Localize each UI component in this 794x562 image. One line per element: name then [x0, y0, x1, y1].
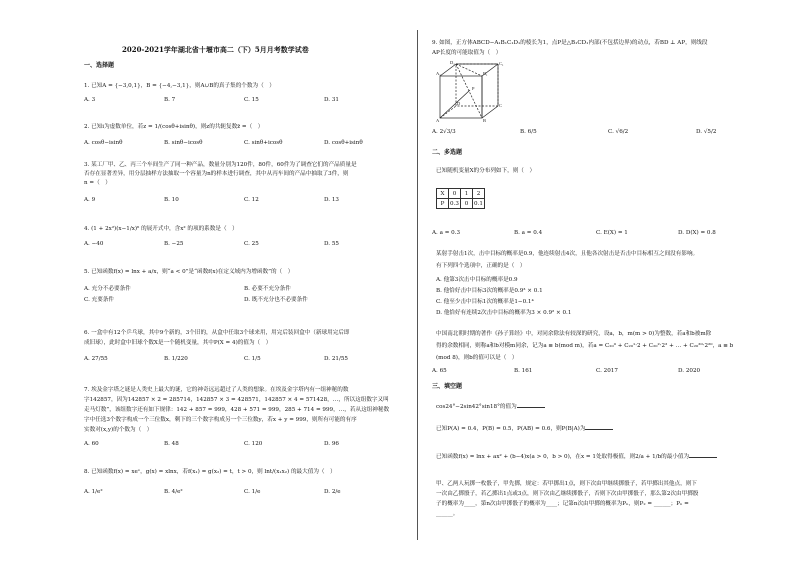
q6-option-b: B. 1/220 — [164, 356, 188, 362]
q5-option-b: B. 必要不充分条件 — [244, 286, 291, 292]
q4-option-c: C. 25 — [244, 241, 259, 247]
question-2-stem: 2. 已知i为虚数单位，若z = 1/(cosθ+isinθ)，则z的共轭复数z̄ =（ ） — [84, 124, 264, 130]
table-cell: 0 — [461, 199, 473, 209]
question-16-line-2: 一次由乙掷骰子，若乙掷出1点或3点，则下次由乙继续掷骰子，否则下次由甲掷骰子，那么第2次由甲掷骰 — [436, 491, 699, 497]
question-4-stem: 4. (1 + 2x²)(x−1/x)⁶ 的展开式中，含x² 的项的系数是（ ） — [84, 226, 238, 232]
q5-option-c: C. 充要条件 — [84, 297, 115, 303]
q7-option-b: B. 48 — [164, 441, 179, 447]
section-fill-in: 三、填空题 — [432, 383, 463, 390]
q7-option-a: A. 60 — [84, 441, 99, 447]
question-14-text: 已知P(A) = 0.4，P(B) = 0.5，P(AB) = 0.6，则P(B|A)为 — [436, 426, 586, 432]
cube-label-d1: D₁ — [450, 60, 455, 65]
q9-option-c: C. √6/2 — [608, 129, 629, 135]
question-7-line-1: 7. 埃及金字塔之谜是人类史上最大的谜，它的神奇远远超过了人类的想象。在埃及金字塔内有一组神秘的数 — [84, 387, 349, 393]
q9-option-b: B. 6/5 — [520, 129, 537, 135]
question-7-line-4: 字中任选3个数字构成一个三位数x，剩下的三个数字构成另一个三位数y，若x + y = 999，则所有可能的有序 — [84, 417, 357, 423]
q2-option-b: B. sinθ−icosθ — [164, 140, 203, 146]
question-3-line-1: 3. 某工厂甲、乙、丙三个车间生产了同一种产品，数量分别为120件，80件，60件为了调查它们的产品质量是 — [84, 162, 357, 168]
answer-blank[interactable] — [585, 424, 613, 430]
question-12-line-3: (mod 8)，则b的值可以是（ ） — [436, 355, 518, 361]
column-divider — [417, 30, 418, 540]
table-cell: 2 — [473, 189, 485, 199]
q2-option-d: D. cosθ+isinθ — [324, 140, 363, 146]
question-15-text: 已知函数f(x) = lnx + ax² + (b−4)x(a > 0，b > 0)，在x = 1处取得极值，则2/a + 1/b的最小值为 — [436, 454, 690, 460]
question-14-stem — [436, 424, 613, 433]
q10-option-c: C. E(X) = 1 — [596, 230, 628, 236]
question-13-text: cos24°−2sin42°sin18°的值为 — [436, 404, 517, 410]
table-row — [437, 189, 485, 199]
cube-label-d: D — [457, 101, 461, 106]
q12-option-a: A. 65 — [432, 368, 447, 374]
cube-label-c: C — [499, 103, 503, 108]
question-15-stem — [436, 452, 717, 461]
q6-option-a: A. 27/55 — [84, 356, 108, 362]
page-title: 2020-2021学年湖北省十堰市高二（下）5月月考数学试卷 — [122, 45, 309, 54]
question-10-intro: 已知随机变量X的分布列如下，则（ ） — [436, 168, 536, 174]
q1-option-a: A. 3 — [84, 97, 96, 103]
q9-option-a: A. 2√3/3 — [432, 129, 456, 135]
question-9-line-1: 9. 如图，正方体ABCD−A₁B₁C₁D₁的棱长为1，点P是△B₁CD₁内部(不包括边界)的动点，若BD ⊥ AP，则线段 — [432, 40, 708, 46]
question-12-line-2: 得的余数相同，则称a和b对模m同余，记为a ≡ b(mod m)，若a = C₂₀⁰ + C₂₀¹·2 + C₂₀²·2² + … + C₂₀²⁰·2²⁰，a ≡ b — [436, 343, 734, 349]
q10-option-b: B. a = 0.4 — [514, 230, 543, 236]
q3-option-c: C. 12 — [244, 197, 259, 203]
q11-option-c: C. 他至少击中目标1次的概率是1−0.1⁴ — [436, 299, 534, 305]
q8-option-d: D. 2/e — [324, 489, 341, 495]
question-16-line-4: ______。 — [436, 511, 459, 517]
q12-option-b: B. 161 — [514, 368, 533, 374]
q4-option-b: B. −25 — [164, 241, 184, 247]
cube-label-a: A — [436, 118, 440, 122]
q3-option-a: A. 9 — [84, 197, 96, 203]
q6-option-d: D. 21/55 — [324, 356, 348, 362]
question-16-line-3: 子的概率为____，第n次由甲掷骰子的概率为____；记第n次由甲掷的概率为Pₙ，则P₂ = ______；Pₙ = — [436, 501, 689, 507]
q2-option-a: A. cosθ−isinθ — [84, 140, 123, 146]
q8-option-b: B. 4/e² — [164, 489, 183, 495]
q3-option-d: D. 13 — [324, 197, 339, 203]
q10-option-d: D. D(X) = 0.8 — [678, 230, 716, 236]
question-6-line-1: 6. 一盒中有12个乒乓球，其中9个新的，3个旧的，从盒中任取3个球来用，用完后装回盒中（新球用完后即 — [84, 330, 350, 336]
table-cell: 0.3 — [450, 200, 459, 207]
q11-option-b: B. 他恰好击中目标3次的概率是0.9³ × 0.1 — [436, 288, 543, 294]
section-single-choice: 一、选择题 — [84, 62, 115, 69]
question-13-stem — [436, 402, 545, 411]
cube-figure — [436, 60, 508, 122]
table-cell: 0.1 — [474, 200, 483, 207]
q3-option-b: B. 10 — [164, 197, 179, 203]
q5-option-a: A. 充分不必要条件 — [84, 286, 131, 292]
question-11-line-1: 某射手射击1次，击中目标的概率是0.9，他连续射击4次，且他各次射击是否击中目标相互之间没有影响。 — [436, 251, 699, 257]
question-5-stem: 5. 已知函数f(x) = lnx + a/x，则“a < 0”是“函数f(x)在定义域内为增函数”的（ ） — [84, 269, 294, 275]
q8-option-c: C. 1/e — [244, 489, 261, 495]
q7-option-c: C. 120 — [244, 441, 263, 447]
q1-option-d: D. 31 — [324, 97, 339, 103]
question-7-line-3: 走马灯数”，该组数字还有如下规律：142 + 857 = 999，428 + 571 = 999，285 + 714 = 999，…，若从这组神秘数 — [84, 407, 390, 413]
question-3-line-2: 否存在显著差异，用分层抽样方法抽取一个容量为n的样本进行调查，其中从丙车间的产品中抽取了3件，则 — [84, 171, 349, 177]
q1-option-c: C. 15 — [244, 97, 259, 103]
question-6-line-2: 成旧球），此时盒中旧球个数X是一个随机变量，其中P(X = 4)的值为（ ） — [84, 340, 272, 346]
cube-label-c1: C₁ — [499, 61, 504, 66]
table-cell: 1 — [461, 189, 473, 199]
q6-option-c: C. 1/5 — [244, 356, 261, 362]
q9-option-d: D. √5/2 — [696, 129, 717, 135]
q4-option-a: A. −40 — [84, 241, 104, 247]
q11-option-d: D. 他恰好有连续2次击中目标的概率为3 × 0.9² × 0.1 — [436, 310, 572, 316]
question-8-stem: 8. 已知函数f(x) = xeˣ，g(x) = xlnx，若f(x₁) = g(x₂) = t，t > 0，则 lnt/(x₁x₂) 的最大值为（ ） — [84, 469, 336, 475]
question-1-stem: 1. 已知A = {−3,0,1}，B = {−4,−3,1}，则A∪B的真子集的个数为（ ） — [84, 83, 275, 89]
cube-label-b: B — [483, 118, 487, 122]
q7-option-d: D. 96 — [324, 441, 339, 447]
table-cell: 0 — [449, 189, 461, 199]
q8-option-a: A. 1/e² — [84, 489, 103, 495]
answer-blank[interactable] — [517, 402, 545, 408]
q5-option-d: D. 既不充分也不必要条件 — [244, 297, 308, 303]
q12-option-d: D. 2020 — [678, 368, 701, 374]
question-16-line-1: 甲、乙两人玩掷一枚骰子，甲先掷，规定：若甲掷出1点，则下次由甲继续掷骰子，若甲掷出其他点，则下 — [436, 481, 697, 487]
q12-option-c: C. 2017 — [596, 368, 618, 374]
cube-label-b1: B₁ — [483, 71, 488, 76]
table-cell: P — [437, 199, 449, 209]
question-12-line-1: 中国南北朝时期的著作《孙子算经》中，对同余除法有较深的研究，设a，b，m(m > 0)为整数，若a和b被m除 — [436, 331, 712, 337]
cube-label-p: P — [472, 86, 475, 91]
question-11-line-2: 有下列四个选项中，正确的是（ ） — [436, 263, 526, 269]
q10-option-a: A. a = 0.3 — [432, 230, 461, 236]
q1-option-b: B. 7 — [164, 97, 176, 103]
section-multi-choice: 二、多选题 — [432, 149, 463, 156]
q4-option-d: D. 55 — [324, 241, 339, 247]
q2-option-c: C. sinθ+icosθ — [244, 140, 283, 146]
question-9-line-2: AP长度的可能取值为（ ） — [432, 50, 502, 56]
q11-option-a: A. 他第3次击中目标的概率是0.9 — [436, 277, 518, 283]
cube-label-a1: A₁ — [436, 71, 441, 76]
question-3-line-3: n =（ ） — [84, 180, 111, 186]
table-row — [437, 199, 485, 209]
answer-blank[interactable] — [689, 452, 717, 458]
table-cell: X — [437, 189, 449, 199]
question-7-line-2: 字142857，因为142857 × 2 = 285714，142857 × 3 = 428571，142857 × 4 = 571428，…，所以这组数字又叫 — [84, 397, 389, 403]
question-7-line-5: 实数对(x,y)的个数为（ ） — [84, 427, 153, 433]
distribution-table — [436, 188, 485, 209]
